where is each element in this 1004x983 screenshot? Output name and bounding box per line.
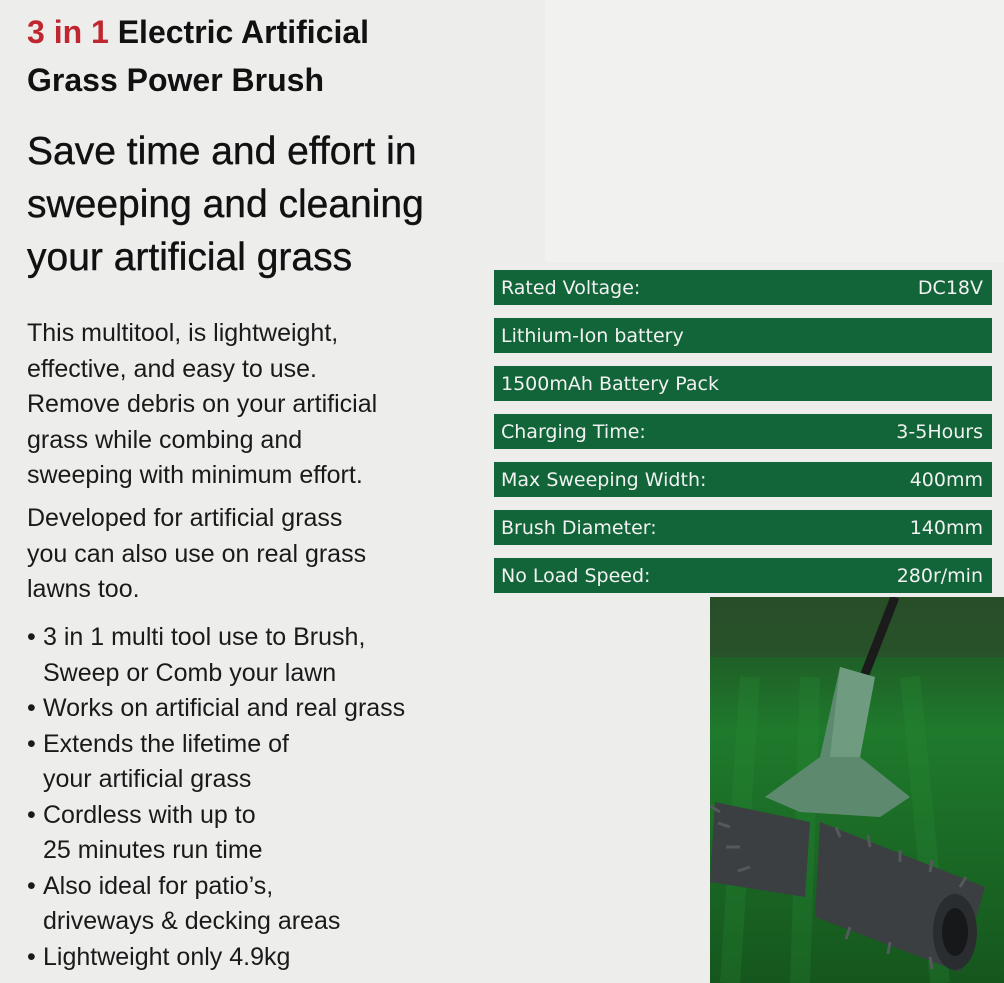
background-panel (545, 0, 1004, 262)
feature-item: • Cordless with up to 25 minutes run time (27, 800, 263, 864)
feature-item: • Extends the lifetime of your artificial grass (27, 729, 289, 793)
spec-value: 400mm (909, 468, 983, 491)
feature-text: 25 minutes run time (43, 836, 263, 864)
headline-line: Save time and effort in (27, 130, 417, 173)
feature-text: driveways & decking areas (43, 907, 341, 935)
spec-label: Max Sweeping Width: (501, 468, 707, 491)
title-rest: Electric Artificial (108, 14, 370, 50)
spec-row-battery-pack (494, 366, 992, 401)
spec-label: 1500mAh Battery Pack (501, 372, 719, 395)
spec-value: 140mm (909, 516, 983, 539)
feature-item: • Also ideal for patio’s, driveways & decking areas (27, 871, 341, 935)
text-line: lawns too. (27, 575, 140, 603)
feature-text: Works on artificial and real grass (43, 694, 406, 722)
title-line2: Grass Power Brush (27, 62, 324, 98)
feature-item: • Works on artificial and real grass (27, 694, 406, 722)
spec-label: Lithium-Ion battery (501, 324, 684, 347)
headline-line: sweeping and cleaning (27, 183, 424, 226)
headline-line: your artificial grass (27, 236, 353, 279)
feature-text: Sweep or Comb your lawn (43, 658, 337, 687)
spec-label: Brush Diameter: (501, 516, 657, 539)
feature-text: Lightweight only 4.9kg (43, 942, 291, 971)
text-line: This multitool, is lightweight, (27, 319, 339, 347)
feature-list (27, 620, 405, 975)
feature-item: • Lightweight only 4.9kg (27, 942, 291, 971)
product-photo (710, 597, 1004, 983)
feature-item: • 3 in 1 multi tool use to Brush, Sweep or Comb your lawn (27, 623, 366, 687)
spec-row-width (494, 462, 992, 497)
text-line: grass while combing and (27, 425, 303, 454)
spec-row-charging (494, 414, 992, 449)
feature-text: Cordless with up to (43, 800, 256, 829)
spec-value: 280r/min (896, 564, 983, 587)
spec-label: No Load Speed: (501, 564, 651, 587)
text-line: sweeping with minimum effort. (27, 461, 363, 489)
text-line: effective, and easy to use. (27, 354, 318, 383)
spec-value: 3-5Hours (896, 420, 983, 443)
spec-label: Rated Voltage: (501, 276, 641, 299)
product-title (27, 8, 369, 104)
spec-row-voltage (494, 270, 992, 305)
headline (27, 125, 424, 284)
feature-text: your artificial grass (43, 765, 252, 793)
feature-text: Also ideal for patio’s, (43, 871, 274, 900)
description-paragraph (27, 316, 377, 494)
feature-text: 3 in 1 multi tool use to Brush, (43, 623, 366, 651)
spec-row-battery (494, 318, 992, 353)
spec-row-speed (494, 558, 992, 593)
spec-row-diameter (494, 510, 992, 545)
text-line: you can also use on real grass (27, 539, 367, 568)
spec-label: Charging Time: (501, 420, 646, 443)
text-line: Developed for artificial grass (27, 504, 343, 532)
title-accent: 3 in 1 (27, 14, 109, 50)
feature-text: Extends the lifetime of (43, 729, 289, 758)
usage-paragraph (27, 501, 366, 608)
spec-value: DC18V (917, 276, 983, 299)
text-line: Remove debris on your artificial (27, 390, 378, 418)
spec-table (494, 270, 992, 606)
